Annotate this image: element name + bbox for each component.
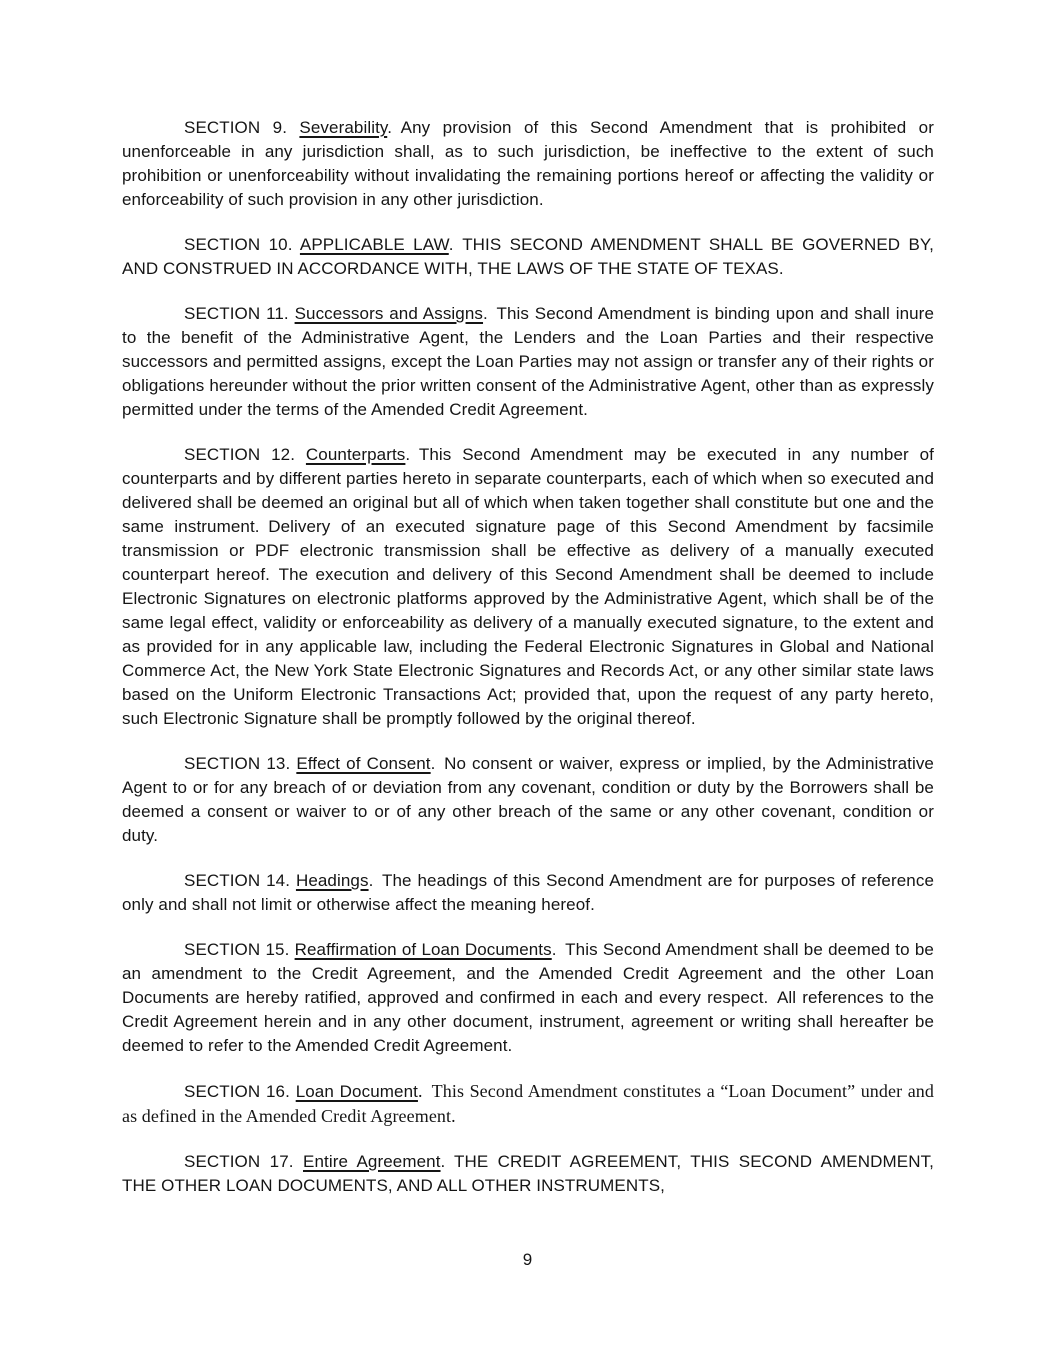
section-body: . THIS SECOND AMENDMENT SHALL BE GOVERNED BY, AND CONSTRUED IN ACCORDANCE WITH, THE LAWS OF THE STATE OF TEXAS. [122,235,934,278]
section-label: SECTION 12. [184,445,296,464]
page-number: 9 [522,1250,533,1269]
section-15-paragraph [122,938,934,1058]
section-12-paragraph [122,443,934,731]
section-label: SECTION 17. [184,1152,294,1171]
section-16-paragraph [122,1079,934,1129]
section-title: Loan Document [295,1082,418,1101]
section-title: Severability [299,118,388,137]
section-17-paragraph [122,1150,934,1198]
section-10-paragraph [122,233,934,281]
section-label: SECTION 15. [184,940,290,959]
section-title: Effect of Consent [296,754,431,773]
section-label: SECTION 13. [184,754,291,773]
section-title: Counterparts [305,445,406,464]
section-9-paragraph [122,116,934,212]
section-body: . Any provision of this Second Amendment that is prohibited or unenforceable in any jurisdiction shall, as to such jurisdiction, be ineffective to the extent of such prohibition or unenforceability without invalidating the remaining portions hereof or affecting the validity or enforceability of such provision in any other jurisdiction. [122,118,934,209]
section-label: SECTION 11. [184,304,289,323]
section-title: APPLICABLE LAW [299,235,449,254]
section-body: . No consent or waiver, express or implied, by the Administrative Agent to or for any breach of or deviation from any covenant, condition or duty by the Borrowers shall be deemed a consent or waiver to or of any other breach of the same or any other covenant, condition or duty. [122,754,934,845]
section-title: Successors and Assigns [294,304,484,323]
section-11-paragraph [122,302,934,422]
section-title: Entire Agreement [303,1152,441,1171]
section-label: SECTION 14. [184,871,291,890]
section-body: . This Second Amendment constitutes a “Loan Document” under and as defined in the Amended Credit Agreement. [122,1081,934,1126]
section-13-paragraph [122,752,934,848]
section-14-paragraph [122,869,934,917]
section-body: . This Second Amendment shall be deemed to be an amendment to the Credit Agreement, and the Amended Credit Agreement and the other Loan Documents are hereby ratified, approved and confirmed in each and every respect. All references to the Credit Agreement herein and in any other document, instrument, agreement or writing shall hereafter be deemed to refer to the Amended Credit Agreement. [122,940,934,1055]
section-body: . The headings of this Second Amendment are for purposes of reference only and shall not limit or otherwise affect the meaning hereof. [122,871,934,914]
section-title: Headings [295,871,369,890]
document-body [122,116,934,1219]
section-label: SECTION 10. [184,235,293,254]
section-label: SECTION 16. [184,1082,290,1101]
section-label: SECTION 9. [184,118,288,137]
section-body: . THE CREDIT AGREEMENT, THIS SECOND AMENDMENT, THE OTHER LOAN DOCUMENTS, AND ALL OTHER INSTRUMENTS, [122,1152,934,1195]
section-body: . This Second Amendment is binding upon and shall inure to the benefit of the Administrative Agent, the Lenders and the Loan Parties and their respective successors and permitted assigns, except the Loan Parties may not assign or transfer any of their rights or obligations hereunder without the prior written consent of the Administrative Agent, other than as expressly permitted under the terms of the Amended Credit Agreement. [122,304,934,419]
section-body: . This Second Amendment may be executed in any number of counterparts and by different parties hereto in separate counterparts, each of which when so executed and delivered shall be deemed an original but all of which when taken together shall constitute but one and the same instrument. Delivery of an executed signature page of this Second Amendment by facsimile transmission or PDF electronic transmission shall be effective as delivery of a manually executed counterpart hereof. The execution and delivery of this Second Amendment shall be deemed to include Electronic Signatures on electronic platforms approved by the Administrative Agent, which shall be of the same legal effect, validity or enforceability as delivery of a manually executed signature, to the extent and as provided for in any applicable law, including the Federal Electronic Signatures in Global and National Commerce Act, the New York State Electronic Signatures and Records Act, or any other similar state laws based on the Uniform Electronic Transactions Act; provided that, upon the request of any party hereto, such Electronic Signature shall be promptly followed by the original thereof. [122,445,934,728]
section-title: Reaffirmation of Loan Documents [294,940,552,959]
